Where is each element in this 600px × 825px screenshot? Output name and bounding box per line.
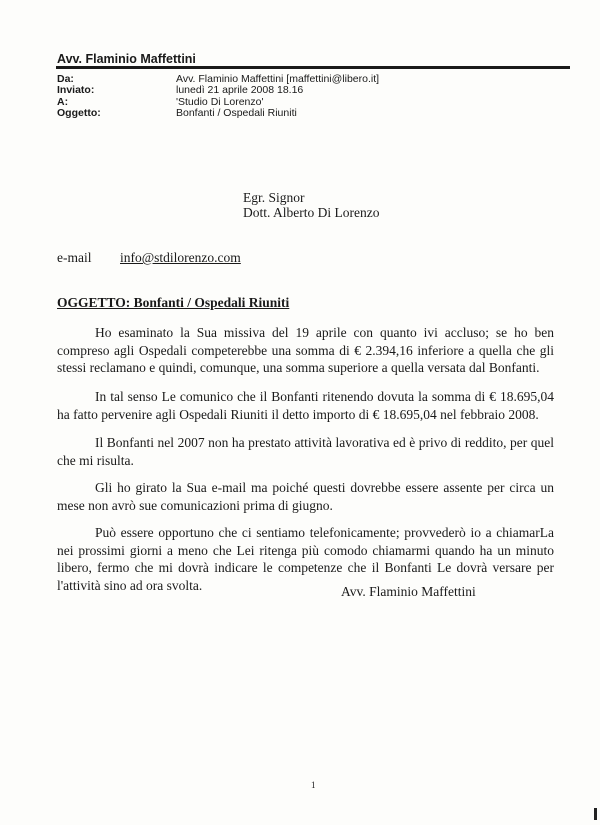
scan-edge-mark [594, 808, 597, 820]
email-label: e-mail [57, 250, 92, 265]
body-line: In tal senso Le comunico che il Bonfanti ritenendo dovuta la somma di € 18.695,04 [95, 389, 554, 404]
to-label: A: [57, 96, 69, 108]
body-line: mese non avrò sue comunicazioni prima di giugno. [57, 497, 333, 513]
signature: Avv. Flaminio Maffettini [341, 584, 476, 599]
body-line: che mi risulta. [57, 452, 134, 468]
from-label: Da: [57, 73, 74, 85]
body-paragraph-2 [57, 388, 554, 423]
body-line: nei prossimi giorni a meno che Lei ritenga più comodo chiamarmi quando ha un minuto [57, 542, 554, 558]
email-link[interactable]: info@stdilorenzo.com [120, 250, 241, 265]
subject-value: Bonfanti / Ospedali Riuniti [176, 107, 297, 119]
body-line: Il Bonfanti nel 2007 non ha prestato attività lavorativa ed è privo di reddito, per quel [95, 435, 554, 450]
header-rule [56, 66, 570, 69]
from-value: Avv. Flaminio Maffettini [maffettini@libero.it] [176, 73, 380, 85]
body-paragraph-5 [57, 524, 554, 594]
body-line: Ho esaminato la Sua missiva del 19 aprile con quanto ivi accluso; se ho ben [95, 325, 554, 340]
body-line: l'attività sino ad ora svolta. [57, 577, 203, 593]
body-paragraph-4 [57, 479, 554, 514]
recipient-name: Dott. Alberto Di Lorenzo [243, 205, 380, 220]
letter-subject: OGGETTO: Bonfanti / Ospedali Riuniti [57, 295, 290, 310]
sender-name: Avv. Flaminio Maffettini [57, 52, 196, 66]
sent-value: lunedì 21 aprile 2008 18.16 [176, 84, 304, 96]
body-line: libero, fermo che mi dovrà indicare le competenze che il Bonfanti Le dovrà versare per [57, 560, 554, 575]
subject-label: Oggetto: [57, 107, 101, 119]
body-line: stessi reclamano e quindi, comunque, una somma superiore a quella versata dal Bonfanti. [57, 360, 540, 375]
body-line: Può essere opportuno che ci sentiamo telefonicamente; provvederò io a chiamarLa [95, 525, 554, 540]
recipient-salutation: Egr. Signor [243, 190, 305, 205]
to-value: 'Studio Di Lorenzo' [176, 96, 264, 108]
page-number: 1 [311, 780, 316, 790]
body-line: ha fatto pervenire agli Ospedali Riuniti il detto importo di € 18.695,04 nel febbraio 2008. [57, 406, 539, 422]
body-paragraph-1 [57, 324, 554, 377]
body-line: compreso agli Ospedali competerebbe una somma di € 2.394,16 inferiore a quella che gli [57, 342, 554, 358]
body-paragraph-3 [57, 434, 554, 469]
sent-label: Inviato: [57, 84, 95, 96]
body-line: Gli ho girato la Sua e-mail ma poiché questi dovrebbe essere assente per circa un [95, 480, 554, 495]
